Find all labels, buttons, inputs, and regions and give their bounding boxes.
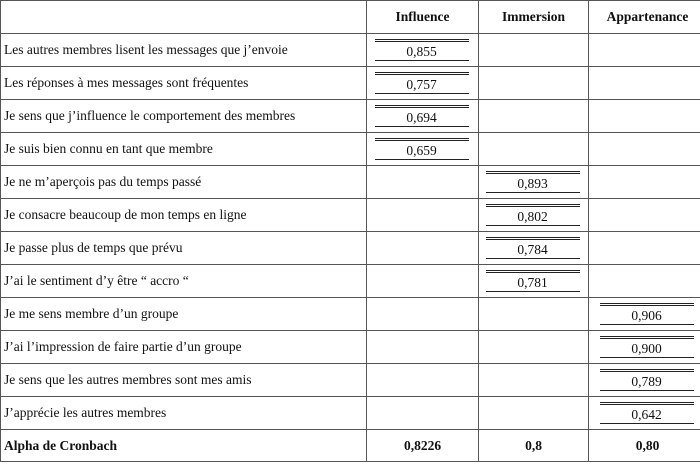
cell-influence	[367, 364, 479, 397]
table-row	[1, 67, 700, 100]
header-item	[1, 1, 367, 34]
cell-immersion	[479, 298, 589, 331]
cell-appartenance	[589, 34, 700, 67]
item-label: J’apprécie les autres membres	[1, 397, 367, 430]
alpha-influence: 0,8226	[367, 430, 479, 462]
loading-value: 0,855	[375, 39, 469, 61]
cell-immersion	[479, 100, 589, 133]
table-row	[1, 232, 700, 265]
loading-value: 0,893	[486, 171, 580, 193]
loading-value: 0,694	[375, 105, 469, 127]
cell-immersion	[479, 199, 589, 232]
table-row	[1, 100, 700, 133]
loading-value: 0,642	[600, 402, 694, 424]
loading-value: 0,802	[486, 204, 580, 226]
table-row	[1, 331, 700, 364]
cronbach-alpha-row	[1, 430, 700, 462]
cell-immersion	[479, 133, 589, 166]
item-label: Je ne m’aperçois pas du temps passé	[1, 166, 367, 199]
table-row	[1, 298, 700, 331]
alpha-label: Alpha de Cronbach	[1, 430, 367, 462]
cell-influence	[367, 265, 479, 298]
loading-value: 0,906	[600, 303, 694, 325]
cell-immersion	[479, 331, 589, 364]
item-label: Je passe plus de temps que prévu	[1, 232, 367, 265]
cell-influence	[367, 331, 479, 364]
loading-value: 0,781	[486, 270, 580, 292]
cell-appartenance	[589, 265, 700, 298]
cell-influence	[367, 133, 479, 166]
item-label: J’ai le sentiment d’y être “ accro “	[1, 265, 367, 298]
cell-influence	[367, 166, 479, 199]
cell-appartenance	[589, 199, 700, 232]
table-header-row	[1, 1, 700, 34]
cell-appartenance	[589, 232, 700, 265]
table-row	[1, 364, 700, 397]
loading-value: 0,784	[486, 237, 580, 259]
table-row	[1, 34, 700, 67]
table-body	[1, 34, 700, 430]
cell-influence	[367, 34, 479, 67]
cell-appartenance	[589, 67, 700, 100]
alpha-immersion: 0,8	[479, 430, 589, 462]
cell-influence	[367, 232, 479, 265]
cell-immersion	[479, 67, 589, 100]
cell-appartenance	[589, 364, 700, 397]
header-influence: Influence	[367, 1, 479, 34]
item-label: Je sens que j’influence le comportement des membres	[1, 100, 367, 133]
header-appartenance: Appartenance	[589, 1, 700, 34]
cell-appartenance	[589, 133, 700, 166]
loading-value: 0,900	[600, 336, 694, 358]
cell-influence	[367, 397, 479, 430]
item-label: Les autres membres lisent les messages que j’envoie	[1, 34, 367, 67]
cell-appartenance	[589, 331, 700, 364]
cell-influence	[367, 199, 479, 232]
cell-immersion	[479, 397, 589, 430]
cell-influence	[367, 67, 479, 100]
loading-value: 0,659	[375, 138, 469, 160]
item-label: Les réponses à mes messages sont fréquentes	[1, 67, 367, 100]
cell-immersion	[479, 232, 589, 265]
cell-appartenance	[589, 397, 700, 430]
loading-value: 0,757	[375, 72, 469, 94]
item-label: J’ai l’impression de faire partie d’un groupe	[1, 331, 367, 364]
cell-appartenance	[589, 100, 700, 133]
cell-appartenance	[589, 298, 700, 331]
cell-immersion	[479, 34, 589, 67]
alpha-appartenance: 0,80	[589, 430, 700, 462]
item-label: Je suis bien connu en tant que membre	[1, 133, 367, 166]
cell-immersion	[479, 265, 589, 298]
cell-immersion	[479, 166, 589, 199]
table-row	[1, 265, 700, 298]
table-row	[1, 166, 700, 199]
item-label: Je sens que les autres membres sont mes amis	[1, 364, 367, 397]
table-row	[1, 133, 700, 166]
loading-value: 0,789	[600, 369, 694, 391]
table-row	[1, 199, 700, 232]
cell-influence	[367, 298, 479, 331]
cell-appartenance	[589, 166, 700, 199]
header-immersion: Immersion	[479, 1, 589, 34]
item-label: Je consacre beaucoup de mon temps en ligne	[1, 199, 367, 232]
item-label: Je me sens membre d’un groupe	[1, 298, 367, 331]
table-row	[1, 397, 700, 430]
cell-immersion	[479, 364, 589, 397]
cell-influence	[367, 100, 479, 133]
